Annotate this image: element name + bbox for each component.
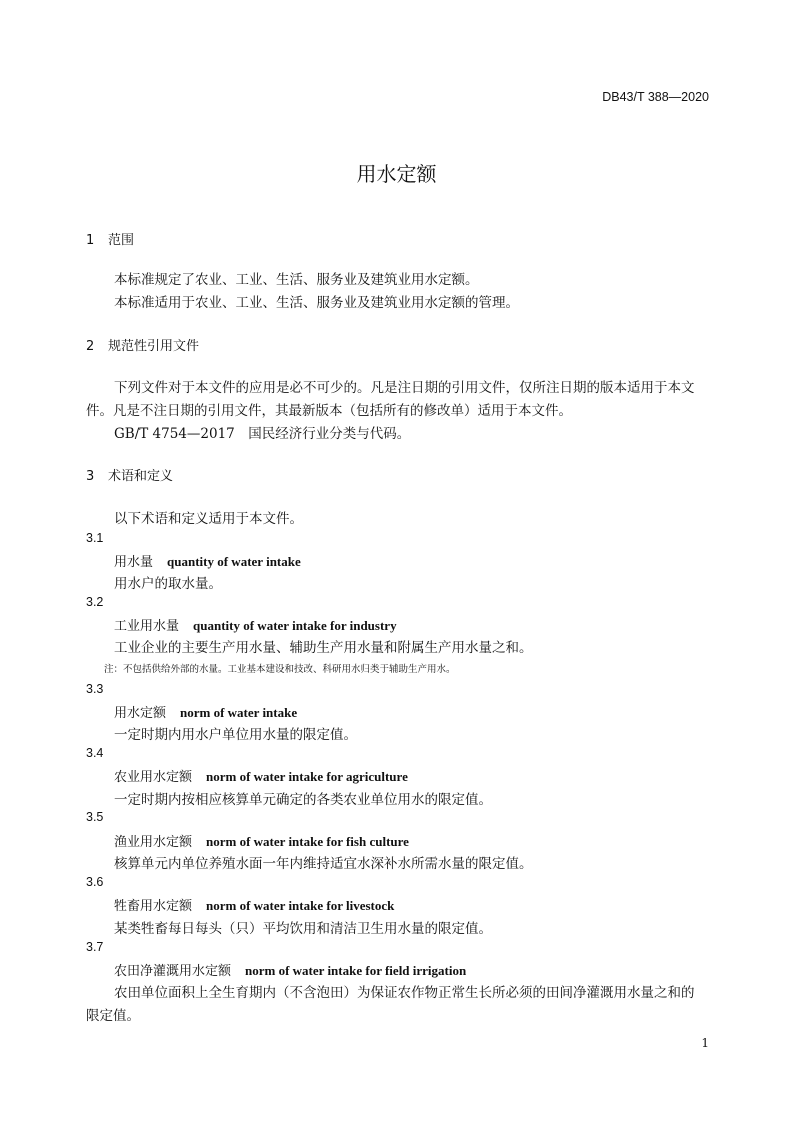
section-heading-scope bbox=[86, 229, 134, 248]
term-zh: 用水定额 bbox=[114, 706, 167, 721]
term-en: norm of water intake for field irrigation bbox=[245, 963, 467, 978]
term-definition: 工业企业的主要生产用水量、辅助生产用水量和附属生产用水量之和。 bbox=[114, 640, 533, 656]
term-title bbox=[114, 766, 408, 785]
section-number: 1 bbox=[86, 233, 95, 248]
term-definition: 一定时期内用水户单位用水量的限定值。 bbox=[114, 727, 357, 743]
term-definition-line-2: 限定值。 bbox=[86, 1008, 140, 1024]
term-definition: 用水户的取水量。 bbox=[114, 576, 222, 592]
term-en: norm of water intake bbox=[180, 705, 298, 720]
term-title bbox=[114, 895, 394, 914]
standard-code: DB43/T 388—2020 bbox=[602, 90, 709, 104]
term-title bbox=[114, 831, 409, 850]
term-number: 3.6 bbox=[86, 875, 104, 889]
term-number: 3.2 bbox=[86, 595, 104, 609]
section-number: 2 bbox=[86, 339, 95, 354]
term-number: 3.5 bbox=[86, 810, 104, 824]
section-title: 规范性引用文件 bbox=[108, 339, 200, 354]
term-zh: 牲畜用水定额 bbox=[114, 899, 193, 914]
term-en: quantity of water intake for industry bbox=[193, 618, 397, 633]
refs-paragraph-line-1: 下列文件对于本文件的应用是必不可少的。凡是注日期的引用文件，仅所注日期的版本适用于本文 bbox=[114, 380, 695, 396]
term-zh: 工业用水量 bbox=[114, 619, 180, 634]
term-number: 3.7 bbox=[86, 940, 104, 954]
term-title bbox=[114, 615, 397, 634]
term-zh: 农田净灌溉用水定额 bbox=[114, 964, 232, 979]
term-en: norm of water intake for agriculture bbox=[206, 769, 408, 784]
section-number: 3 bbox=[86, 469, 95, 484]
reference-item: GB/T 4754—2017 国民经济行业分类与代码。 bbox=[114, 426, 411, 442]
term-definition: 某类牲畜每日每头（只）平均饮用和清洁卫生用水量的限定值。 bbox=[114, 921, 492, 937]
term-note: 注：不包括供给外部的水量。工业基本建设和技改、科研用水归类于辅助生产用水。 bbox=[104, 664, 456, 675]
page-number: 1 bbox=[701, 1036, 709, 1050]
term-definition: 核算单元内单位养殖水面一年内维持适宜水深补水所需水量的限定值。 bbox=[114, 856, 533, 872]
term-zh: 农业用水定额 bbox=[114, 770, 193, 785]
term-title bbox=[114, 551, 301, 570]
term-en: quantity of water intake bbox=[167, 554, 301, 569]
scope-paragraph-1: 本标准规定了农业、工业、生活、服务业及建筑业用水定额。 bbox=[114, 272, 479, 288]
section-title: 术语和定义 bbox=[108, 469, 174, 484]
section-title: 范围 bbox=[108, 233, 135, 248]
scope-paragraph-2: 本标准适用于农业、工业、生活、服务业及建筑业用水定额的管理。 bbox=[114, 295, 519, 311]
term-en: norm of water intake for livestock bbox=[206, 898, 395, 913]
term-definition-line-1: 农田单位面积上全生育期内（不含泡田）为保证农作物正常生长所必须的田间净灌溉用水量之和的 bbox=[114, 985, 695, 1001]
term-title bbox=[114, 702, 297, 721]
refs-paragraph-line-2: 件。凡是不注日期的引用文件，其最新版本（包括所有的修改单）适用于本文件。 bbox=[86, 403, 572, 419]
section-heading-terms bbox=[86, 465, 173, 484]
term-zh: 渔业用水定额 bbox=[114, 835, 193, 850]
term-title bbox=[114, 960, 466, 979]
term-number: 3.4 bbox=[86, 746, 104, 760]
term-definition: 一定时期内按相应核算单元确定的各类农业单位用水的限定值。 bbox=[114, 792, 492, 808]
terms-intro: 以下术语和定义适用于本文件。 bbox=[114, 511, 303, 527]
term-zh: 用水量 bbox=[114, 555, 154, 570]
term-en: norm of water intake for fish culture bbox=[206, 834, 409, 849]
page-title: 用水定额 bbox=[356, 162, 437, 186]
term-number: 3.1 bbox=[86, 531, 104, 545]
term-number: 3.3 bbox=[86, 682, 104, 696]
section-heading-refs bbox=[86, 335, 199, 354]
